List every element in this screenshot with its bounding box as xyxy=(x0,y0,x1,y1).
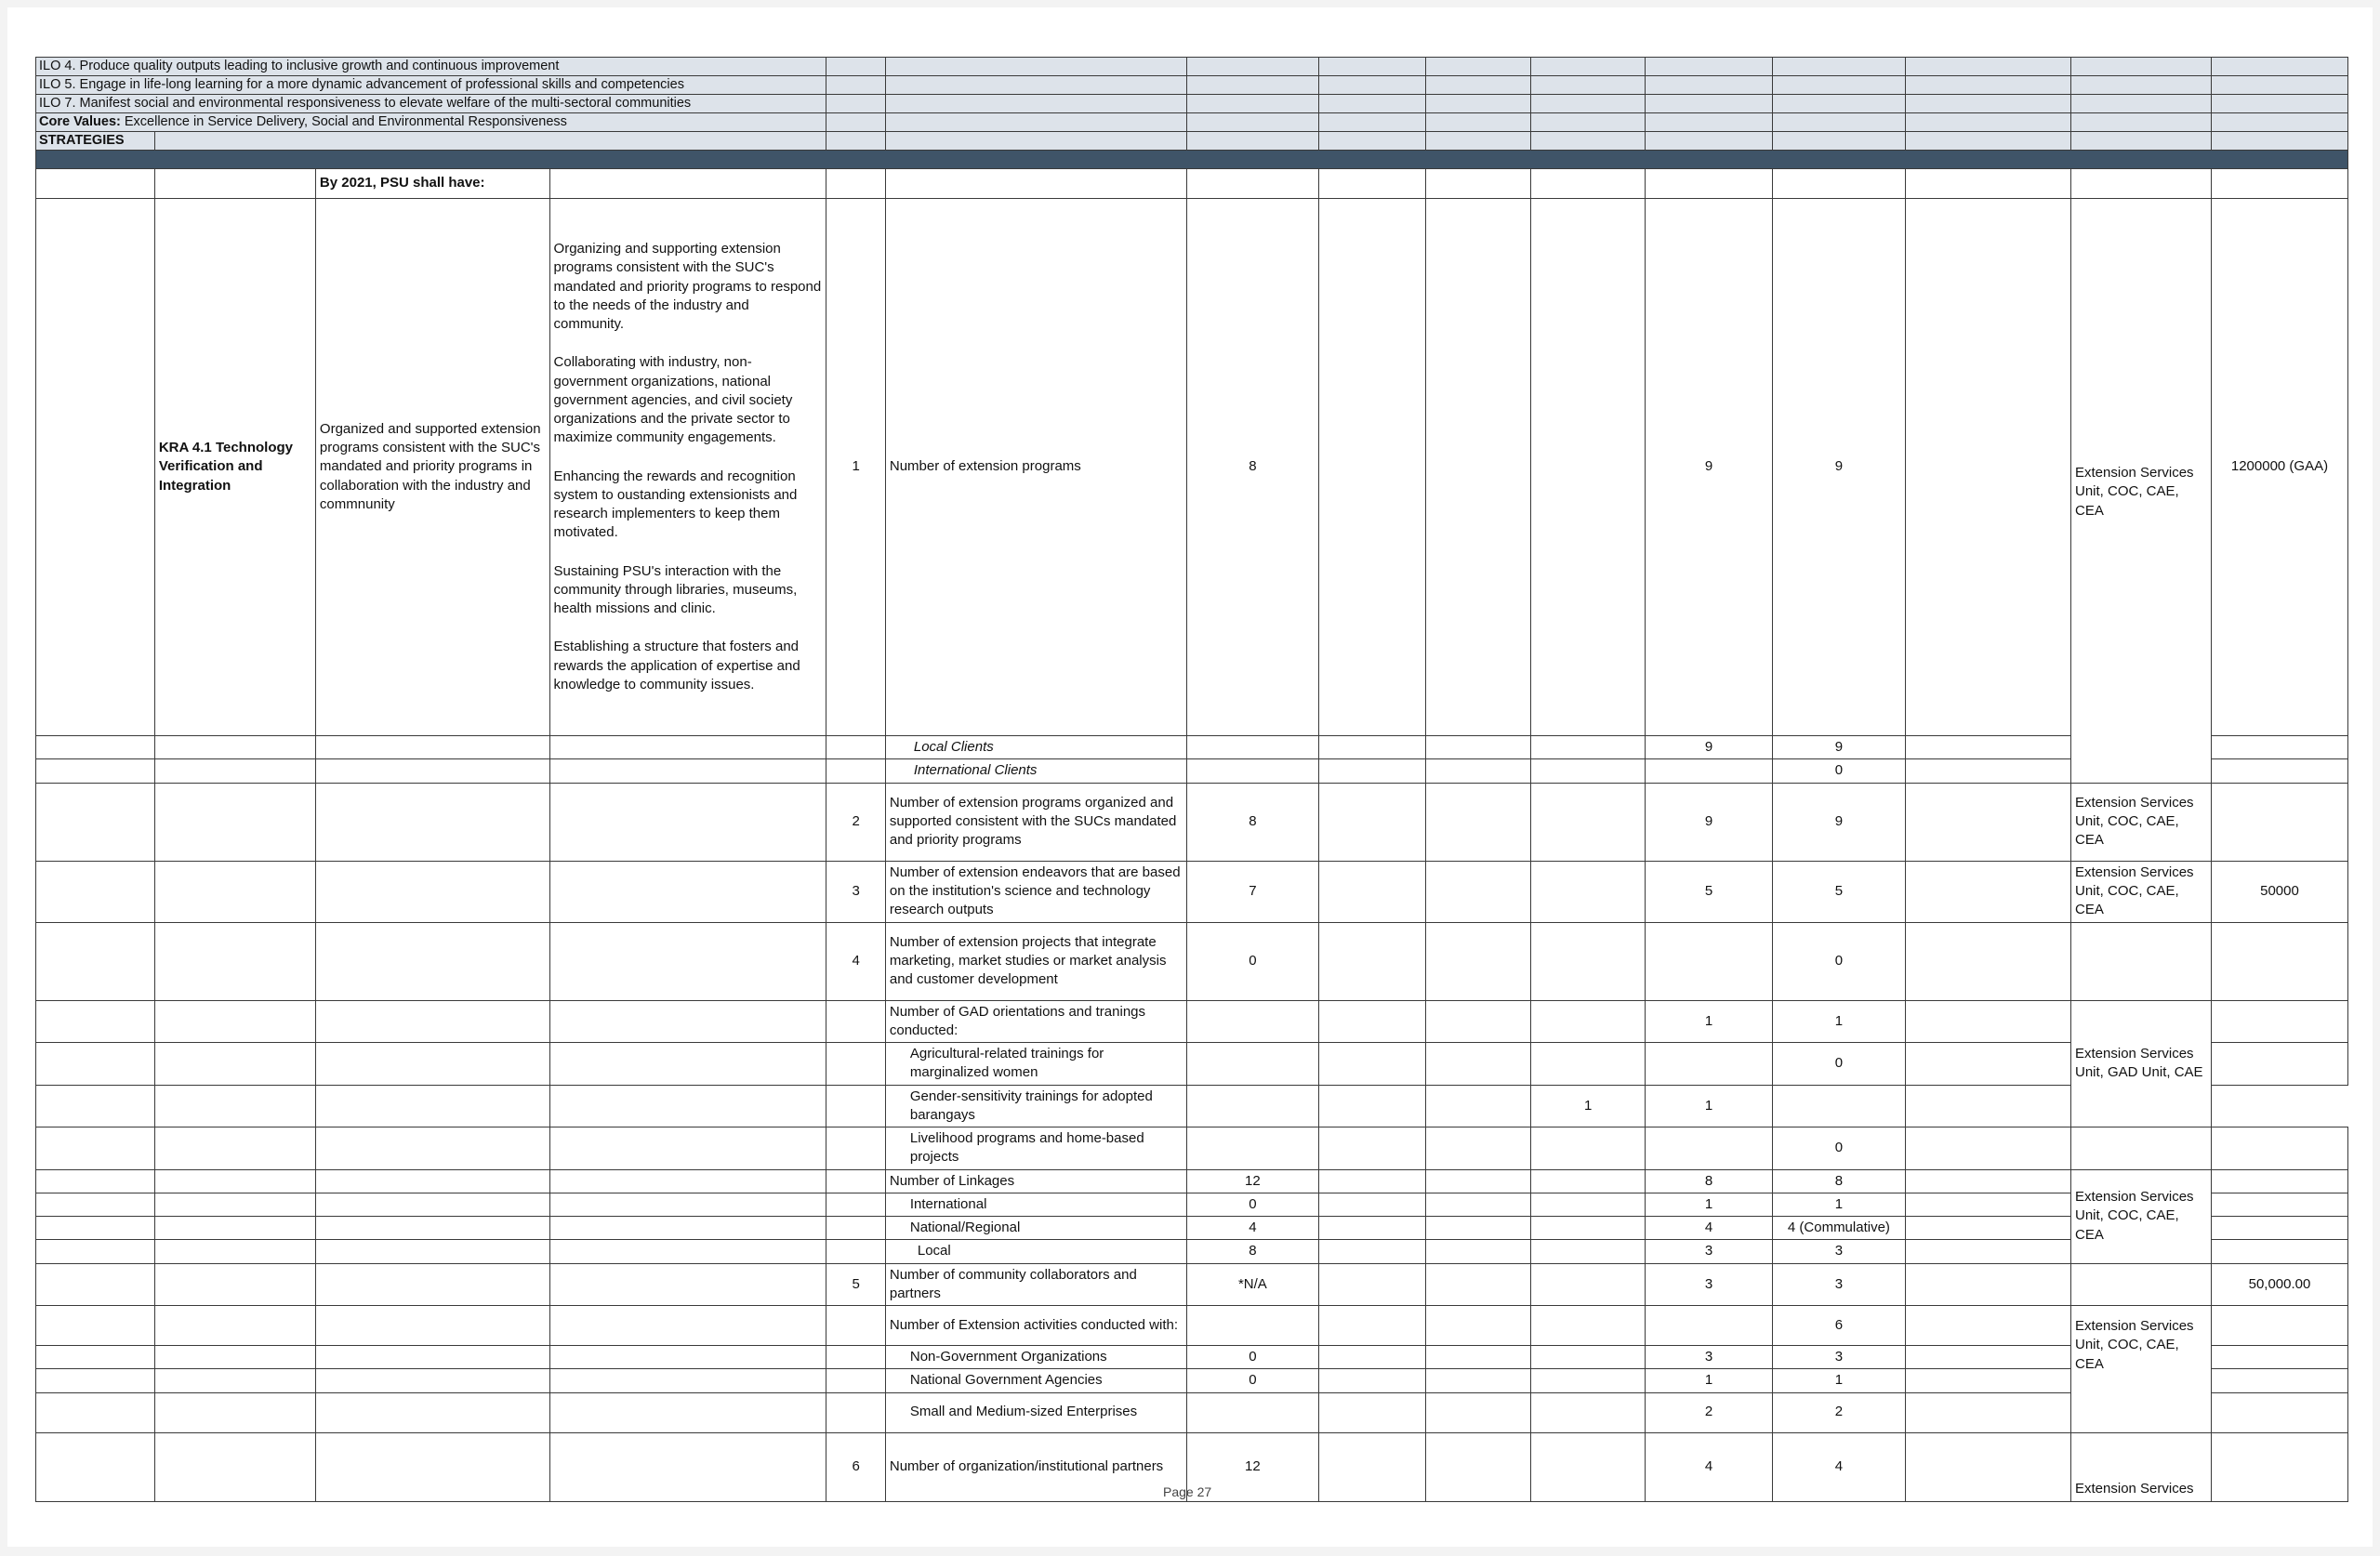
target-2: 0 xyxy=(1772,1127,1905,1170)
target-1: 3 xyxy=(1646,1263,1773,1306)
header-row-core-values xyxy=(36,113,2348,132)
header-row-ilo4 xyxy=(36,58,2348,76)
target-2: 1 xyxy=(1772,1193,1905,1216)
strategy-4: Sustaining PSU's interaction with the community through libraries, museums, health missions and clinic. xyxy=(553,562,798,616)
responsible-office: Extension Services Unit, COC, CAE, CEA xyxy=(2071,199,2212,784)
indicator: Number of extension programs xyxy=(885,199,1186,736)
table-row xyxy=(36,1217,2348,1240)
strategy-2: Collaborating with industry, non-government organizations, national government agencies, and civil society organizations and the private sector to maximize community engagements. xyxy=(553,354,793,446)
row-number: 2 xyxy=(826,783,885,861)
indicator: Number of Linkages xyxy=(885,1169,1186,1193)
baseline: 7 xyxy=(1186,861,1318,922)
row-number: 4 xyxy=(826,922,885,1000)
target-1: 3 xyxy=(1646,1240,1773,1263)
ilo4-text: ILO 4. Produce quality outputs leading to inclusive growth and continuous improvement xyxy=(36,58,826,76)
target-2: 9 xyxy=(1772,736,1905,759)
baseline: 0 xyxy=(1186,922,1318,1000)
table-row xyxy=(36,1263,2348,1306)
target-1: 3 xyxy=(1646,1346,1773,1369)
budget: 50000 xyxy=(2211,861,2347,922)
indicator: Small and Medium-sized Enterprises xyxy=(885,1392,1186,1432)
responsible-office: Extension Services Unit, COC, CAE, CEA xyxy=(2071,1169,2212,1263)
kra-objective: Organized and supported extension programs consistent with the SUC's mandated and priority programs in collaboration with the industry and commnunity xyxy=(315,199,549,736)
baseline: 8 xyxy=(1186,199,1318,736)
kra-strategies xyxy=(549,199,826,736)
target-2: 1 xyxy=(1772,1000,1905,1043)
table-row xyxy=(36,1000,2348,1043)
indicator: Gender-sensitivity trainings for adopted barangays xyxy=(885,1085,1186,1127)
indicator: Number of organization/institutional partners xyxy=(885,1432,1186,1501)
target-2: 1 xyxy=(1772,1369,1905,1392)
table-row xyxy=(36,759,2348,783)
indicator: Number of extension programs organized and supported consistent with the SUCs mandated and priority programs xyxy=(885,783,1186,861)
strategy-1: Organizing and supporting extension programs consistent with the SUC's mandated and priority programs to respond to the needs of the industry and community. xyxy=(553,241,822,332)
table-row xyxy=(36,1240,2348,1263)
table-row xyxy=(36,1306,2348,1346)
indicator: National Government Agencies xyxy=(885,1369,1186,1392)
target-1: 4 xyxy=(1646,1217,1773,1240)
target-2: 9 xyxy=(1772,783,1905,861)
baseline: 8 xyxy=(1186,1240,1318,1263)
indicator: Number of community collaborators and partners xyxy=(885,1263,1186,1306)
baseline: 12 xyxy=(1186,1169,1318,1193)
baseline: *N/A xyxy=(1186,1263,1318,1306)
responsible-office: Extension Services Unit, GAD Unit, CAE xyxy=(2071,1000,2212,1127)
page-number: Page 27 xyxy=(1163,1484,1212,1499)
table-row xyxy=(36,922,2348,1000)
target-1: 1 xyxy=(1646,1000,1773,1043)
table-row xyxy=(36,1369,2348,1392)
intro-row xyxy=(36,169,2348,199)
target-2: 0 xyxy=(1772,922,1905,1000)
table-row xyxy=(36,1392,2348,1432)
table-row xyxy=(36,783,2348,861)
target-2: 0 xyxy=(1772,759,1905,783)
target-2: 3 xyxy=(1772,1240,1905,1263)
operational-plan-table xyxy=(35,57,2348,1502)
indicator: National/Regional xyxy=(885,1217,1186,1240)
target-2: 3 xyxy=(1772,1263,1905,1306)
table-row xyxy=(36,1043,2348,1086)
kra-title: KRA 4.1 Technology Verification and Integration xyxy=(154,199,315,736)
strategies-label: STRATEGIES xyxy=(36,132,155,151)
budget: 50,000.00 xyxy=(2211,1263,2347,1306)
target-2: 4 xyxy=(1772,1432,1905,1501)
responsible-office: Extension Services Unit, COC, CAE, CEA xyxy=(2071,861,2212,922)
target-2: 2 xyxy=(1772,1392,1905,1432)
target-1: 9 xyxy=(1646,783,1773,861)
indicator: Number of Extension activities conducted with: xyxy=(885,1306,1186,1346)
target-1: 1 xyxy=(1531,1085,1646,1127)
baseline: 12 xyxy=(1186,1432,1318,1501)
indicator: Livelihood programs and home-based projects xyxy=(885,1127,1186,1170)
intro-text: By 2021, PSU shall have: xyxy=(315,169,549,199)
target-1: 9 xyxy=(1646,736,1773,759)
indicator: International xyxy=(885,1193,1186,1216)
row-number: 6 xyxy=(826,1432,885,1501)
responsible-office: Extension Services Unit, COC, CAE, CEA xyxy=(2071,783,2212,861)
core-values-text: Core Values: Excellence in Service Delivery, Social and Environmental Responsiveness xyxy=(36,113,826,132)
indicator: Number of extension projects that integrate marketing, market studies or market analysis and customer development xyxy=(885,922,1186,1000)
ilo7-text: ILO 7. Manifest social and environmental responsiveness to elevate welfare of the multi-sectoral communities xyxy=(36,95,826,113)
baseline: 0 xyxy=(1186,1193,1318,1216)
target-2: 9 xyxy=(1772,199,1905,736)
target-1: 4 xyxy=(1646,1432,1773,1501)
indicator: Number of GAD orientations and tranings conducted: xyxy=(885,1000,1186,1043)
budget: 1200000 (GAA) xyxy=(2211,199,2347,736)
responsible-office: Extension Services Unit, COC, CAE, CEA xyxy=(2071,1306,2212,1433)
table-row xyxy=(36,1127,2348,1170)
strategy-3: Enhancing the rewards and recognition system to oustanding extensionists and research implementers to keep them motivated. xyxy=(553,468,798,541)
target-2: 3 xyxy=(1772,1346,1905,1369)
table-row xyxy=(36,1169,2348,1193)
indicator: Agricultural-related trainings for marginalized women xyxy=(885,1043,1186,1086)
target-1: 5 xyxy=(1646,861,1773,922)
ilo5-text: ILO 5. Engage in life-long learning for a more dynamic advancement of professional skills and competencies xyxy=(36,76,826,95)
table-row xyxy=(36,736,2348,759)
row-number: 3 xyxy=(826,861,885,922)
target-1: 1 xyxy=(1646,1369,1773,1392)
row-number: 5 xyxy=(826,1263,885,1306)
indicator: Number of extension endeavors that are based on the institution's science and technology research outputs xyxy=(885,861,1186,922)
target-2: 1 xyxy=(1646,1085,1773,1127)
document-page xyxy=(7,7,2373,1547)
baseline: 0 xyxy=(1186,1346,1318,1369)
baseline: 4 xyxy=(1186,1217,1318,1240)
target-2: 5 xyxy=(1772,861,1905,922)
indicator: Local Clients xyxy=(885,736,1186,759)
target-2: 4 (Commulative) xyxy=(1772,1217,1905,1240)
table-row xyxy=(36,1085,2348,1127)
indicator: Non-Government Organizations xyxy=(885,1346,1186,1369)
indicator: Local xyxy=(885,1240,1186,1263)
indicator: International Clients xyxy=(885,759,1186,783)
target-1: 8 xyxy=(1646,1169,1773,1193)
target-2: 8 xyxy=(1772,1169,1905,1193)
header-row-strategies xyxy=(36,132,2348,151)
table-row xyxy=(36,1193,2348,1216)
dark-band xyxy=(36,151,2348,169)
target-1: 9 xyxy=(1646,199,1773,736)
baseline: 0 xyxy=(1186,1369,1318,1392)
kra-row xyxy=(36,199,2348,736)
target-2: 6 xyxy=(1772,1306,1905,1346)
table-row xyxy=(36,1346,2348,1369)
target-2: 0 xyxy=(1772,1043,1905,1086)
target-1: 2 xyxy=(1646,1392,1773,1432)
table-row xyxy=(36,861,2348,922)
strategy-5: Establishing a structure that fosters and rewards the application of expertise and knowledge to community issues. xyxy=(553,639,800,692)
header-row-ilo7 xyxy=(36,95,2348,113)
baseline: 8 xyxy=(1186,783,1318,861)
row-number: 1 xyxy=(826,199,885,736)
header-row-ilo5 xyxy=(36,76,2348,95)
target-1: 1 xyxy=(1646,1193,1773,1216)
responsible-office: Extension Services xyxy=(2071,1432,2212,1501)
